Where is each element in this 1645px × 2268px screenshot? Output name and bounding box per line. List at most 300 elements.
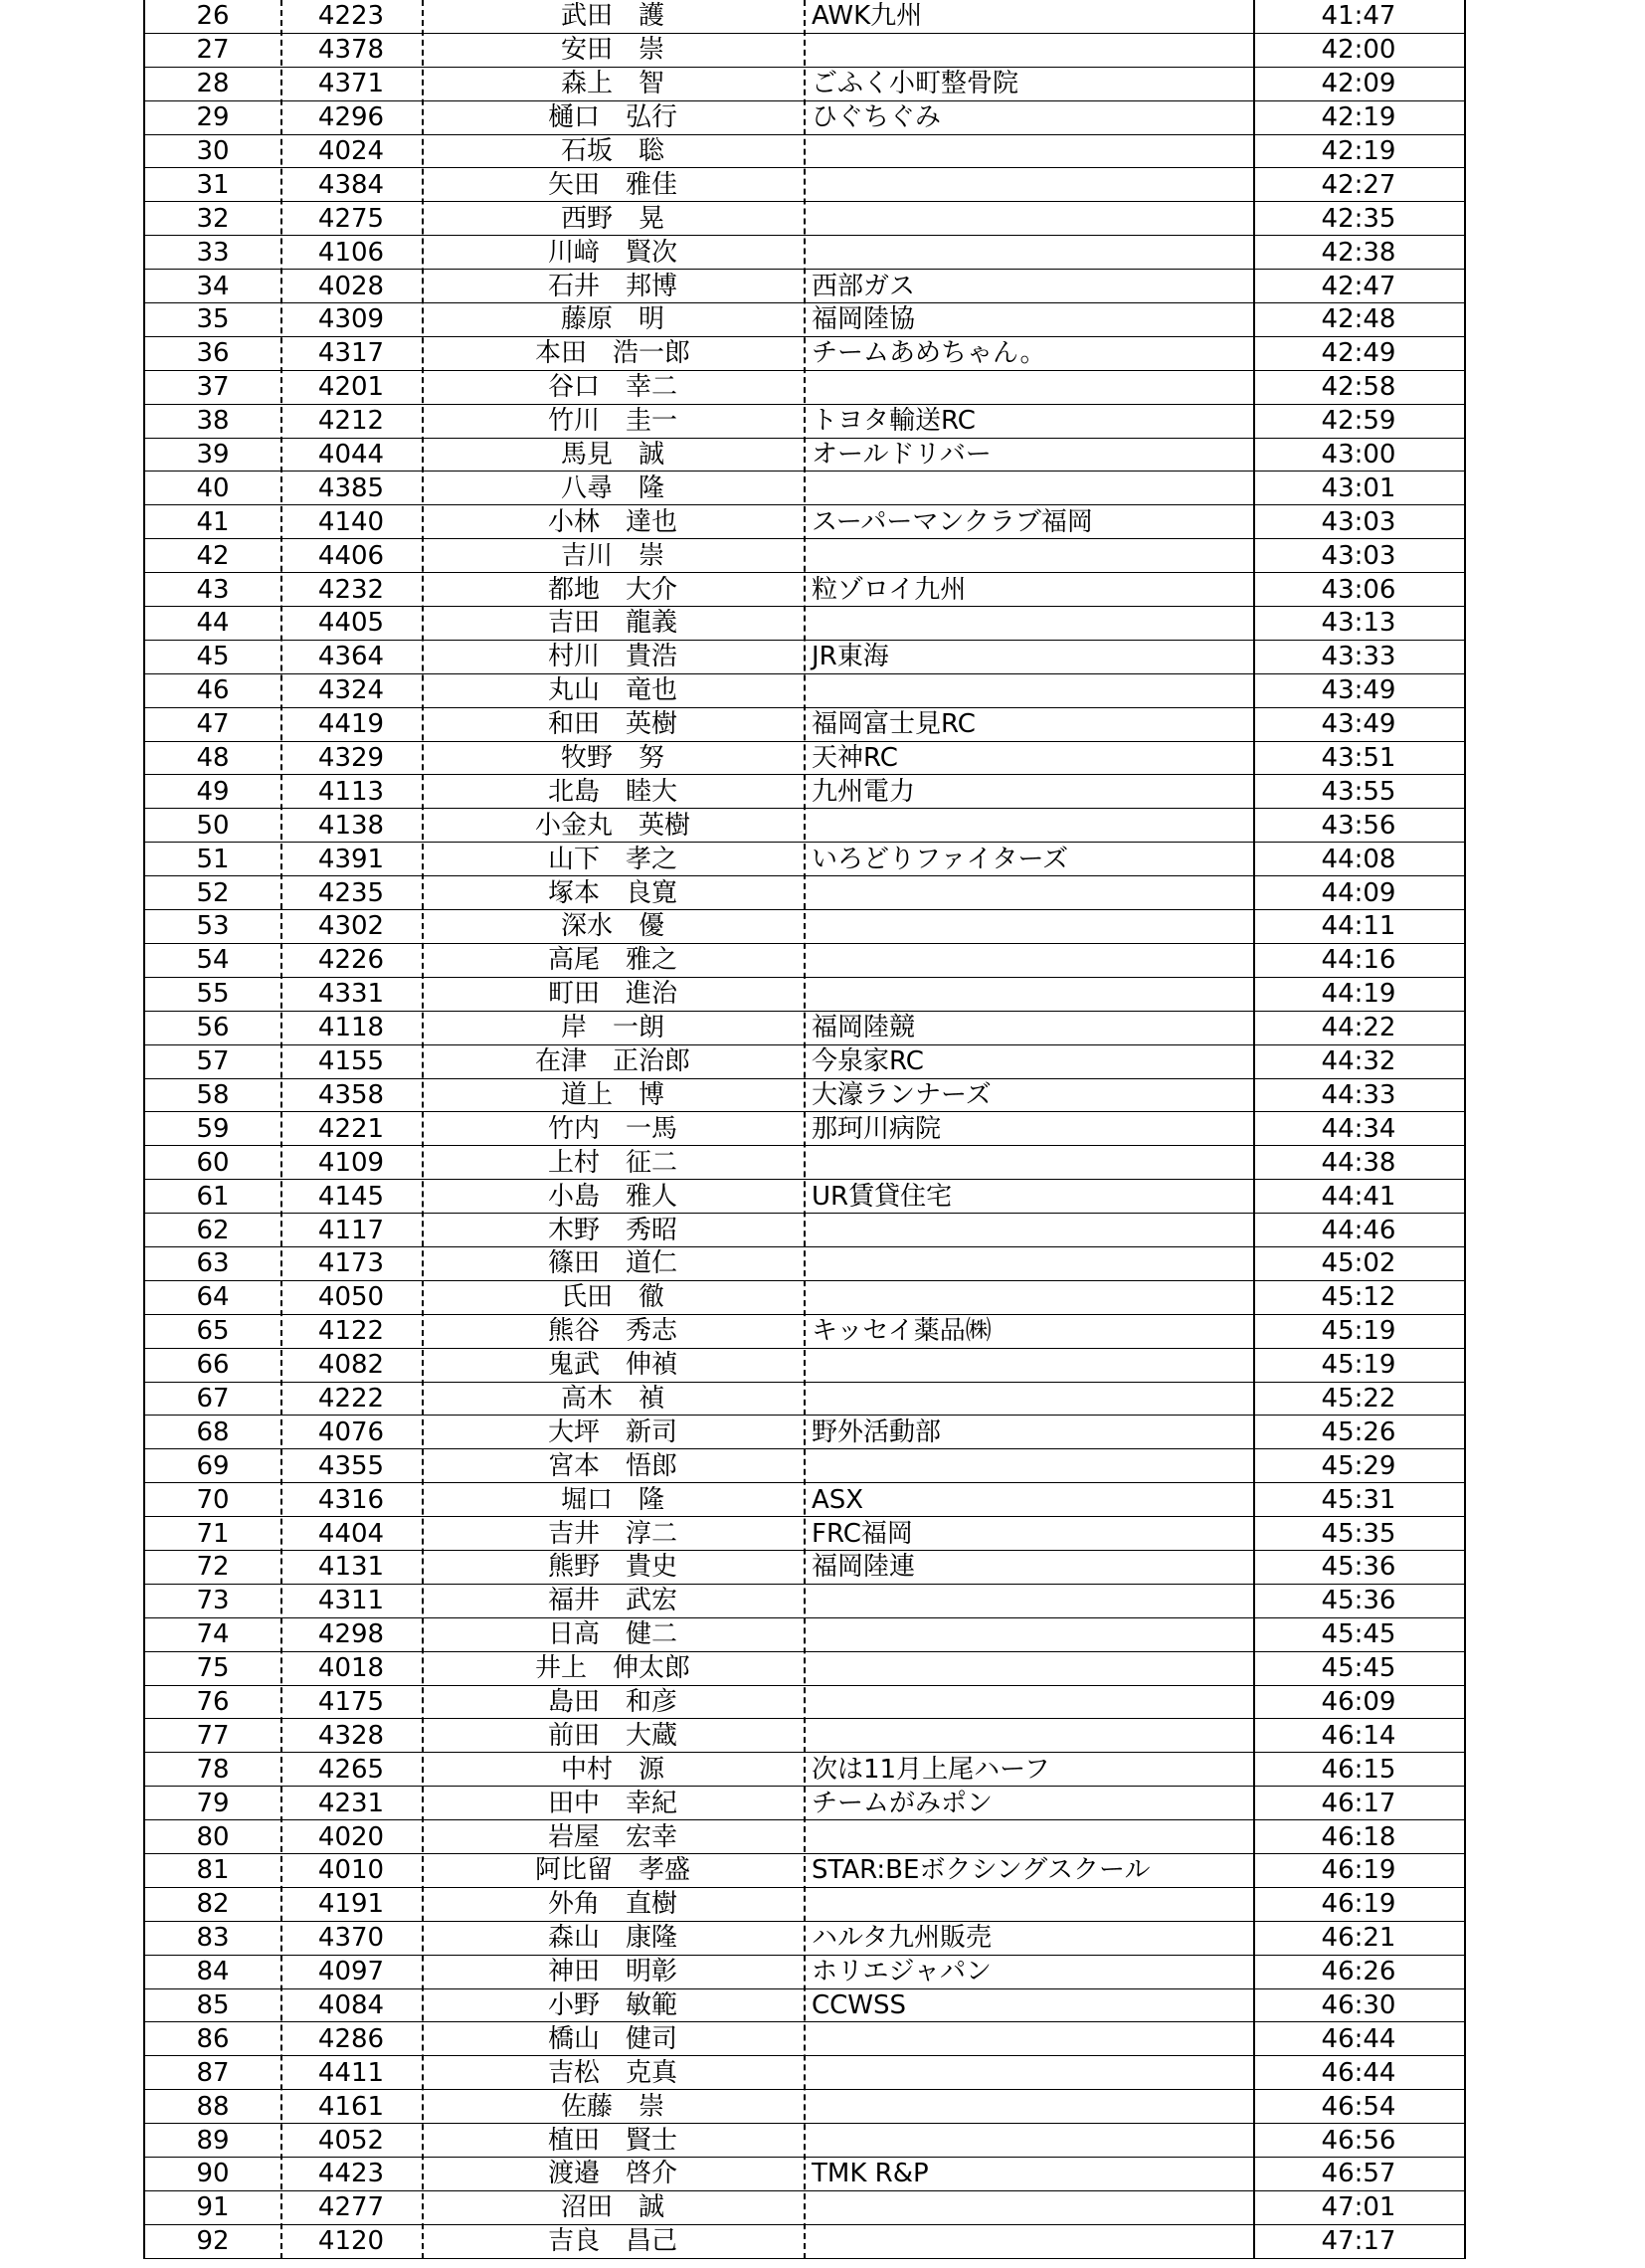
team-cell [804,1888,1253,1921]
team-cell [804,539,1253,572]
team-cell: オールドリバー [812,440,992,471]
rank-cell: 35 [196,304,230,335]
runner-name-cell: 町田 進治 [547,979,677,1010]
runner-name-cell: 木野 秀昭 [547,1215,677,1245]
runner-name-cell: 石井 邦博 [547,271,677,301]
team-cell [804,1652,1253,1685]
table-row [145,1888,1464,1922]
bib-number-cell: 4113 [317,776,385,807]
rank-cell: 71 [196,1518,230,1549]
team-cell [804,607,1253,640]
runner-name-cell: 竹川 圭一 [547,406,677,437]
table-row [145,539,1464,573]
bib-number-cell: 4384 [317,169,385,200]
runner-name-cell: 熊谷 秀志 [547,1316,677,1347]
runner-name-cell: 深水 優 [560,911,664,942]
rank-cell: 89 [196,2125,230,2156]
table-row [145,405,1464,439]
finish-time-cell: 42:47 [1321,271,1396,301]
finish-time-cell: 46:56 [1321,2125,1396,2156]
rank-cell: 77 [196,1720,230,1751]
finish-time-cell: 41:47 [1321,1,1396,32]
table-row [145,1989,1464,2023]
team-cell: 福岡富士見RC [812,709,976,740]
table-row [145,742,1464,776]
bib-number-cell: 4391 [317,844,385,874]
rank-cell: 83 [196,1923,230,1954]
rank-cell: 85 [196,1989,230,2020]
table-row [145,2191,1464,2225]
bib-number-cell: 4020 [317,1821,385,1852]
bib-number-cell: 4117 [317,1215,385,1245]
team-cell [804,910,1253,943]
rank-cell: 81 [196,1855,230,1886]
rank-cell: 63 [196,1248,230,1279]
table-row [145,2124,1464,2158]
finish-time-cell: 46:19 [1321,1855,1396,1886]
team-cell [804,944,1253,977]
table-row [145,1180,1464,1214]
table-row [145,101,1464,135]
runner-name-cell: 和田 英樹 [547,709,677,740]
team-cell: 天神RC [812,743,898,774]
finish-time-cell: 46:21 [1321,1923,1396,1954]
table-row [145,1517,1464,1551]
table-row [145,674,1464,708]
table-row [145,1315,1464,1349]
bib-number-cell: 4221 [317,1113,385,1144]
finish-time-cell: 46:09 [1321,1686,1396,1717]
finish-time-cell: 46:54 [1321,2091,1396,2122]
rank-cell: 32 [196,203,230,234]
bib-number-cell: 4265 [317,1754,385,1785]
rank-cell: 66 [196,1350,230,1381]
team-cell [804,1146,1253,1179]
runner-name-cell: 高尾 雅之 [547,945,677,976]
table-row [145,1483,1464,1517]
rank-cell: 70 [196,1484,230,1515]
runner-name-cell: 宮本 悟郎 [547,1450,677,1481]
rank-cell: 62 [196,1215,230,1245]
finish-time-cell: 42:58 [1321,372,1396,403]
finish-time-cell: 44:46 [1321,1215,1396,1245]
rank-cell: 52 [196,877,230,908]
rank-cell: 42 [196,540,230,571]
finish-time-cell: 43:01 [1321,472,1396,503]
rank-cell: 67 [196,1383,230,1414]
bib-number-cell: 4226 [317,945,385,976]
table-row [145,944,1464,978]
runner-name-cell: 大坪 新司 [547,1417,677,1447]
table-row [145,1247,1464,1281]
bib-number-cell: 4364 [317,642,385,672]
table-row [145,2090,1464,2124]
finish-time-cell: 44:38 [1321,1147,1396,1178]
team-cell: 粒ゾロイ九州 [812,574,967,605]
team-cell [804,1349,1253,1382]
team-cell [804,2022,1253,2055]
team-cell: 今泉家RC [812,1046,924,1077]
runner-name-cell: 西野 晃 [560,203,664,234]
table-row [145,1383,1464,1417]
runner-name-cell: 塚本 良寛 [547,877,677,908]
bib-number-cell: 4050 [317,1282,385,1313]
finish-time-cell: 43:56 [1321,810,1396,841]
runner-name-cell: 前田 大蔵 [547,1720,677,1751]
runner-name-cell: 氏田 徹 [560,1282,664,1313]
finish-time-cell: 44:11 [1321,911,1396,942]
rank-cell: 87 [196,2057,230,2088]
runner-name-cell: 在津 正治郎 [534,1046,690,1077]
runner-name-cell: 植田 賢士 [547,2125,677,2156]
bib-number-cell: 4084 [317,1989,385,2020]
finish-time-cell: 45:19 [1321,1316,1396,1347]
team-cell [804,978,1253,1011]
table-row [145,1956,1464,1989]
team-cell: キッセイ薬品㈱ [812,1316,992,1347]
runner-name-cell: 田中 幸紀 [547,1788,677,1818]
rank-cell: 82 [196,1889,230,1920]
table-row [145,1146,1464,1180]
table-row [145,1112,1464,1146]
bib-number-cell: 4106 [317,237,385,268]
team-cell [804,2191,1253,2224]
team-cell: 大濠ランナーズ [812,1079,992,1110]
rank-cell: 46 [196,675,230,706]
runner-name-cell: 北島 睦大 [547,776,677,807]
table-row [145,843,1464,876]
bib-number-cell: 4231 [317,1788,385,1818]
finish-time-cell: 47:01 [1321,2192,1396,2223]
bib-number-cell: 4406 [317,540,385,571]
team-cell [804,1449,1253,1482]
team-cell: 福岡陸協 [812,304,916,335]
runner-name-cell: 岩屋 宏幸 [547,1821,677,1852]
bib-number-cell: 4275 [317,203,385,234]
runner-name-cell: 都地 大介 [547,574,677,605]
bib-number-cell: 4302 [317,911,385,942]
team-cell: JR東海 [812,642,889,672]
team-cell: 福岡陸連 [812,1552,916,1583]
table-row [145,910,1464,944]
bib-number-cell: 4173 [317,1248,385,1279]
team-cell: ホリエジャパン [812,1957,992,1987]
bib-number-cell: 4223 [317,1,385,32]
runner-name-cell: 安田 崇 [560,35,664,66]
bib-number-cell: 4232 [317,574,385,605]
team-cell: ごふく小町整骨院 [812,69,1019,99]
rank-cell: 74 [196,1619,230,1650]
team-cell [804,1214,1253,1246]
bib-number-cell: 4378 [317,35,385,66]
runner-name-cell: 日高 健二 [547,1619,677,1650]
team-cell: 那珂川病院 [812,1113,942,1144]
table-row [145,2225,1464,2259]
bib-number-cell: 4419 [317,709,385,740]
rank-cell: 59 [196,1113,230,1144]
table-row [145,809,1464,843]
team-cell: 西部ガス [812,271,916,301]
rank-cell: 88 [196,2091,230,2122]
runner-name-cell: 小林 達也 [547,506,677,537]
team-cell: ひぐちぐみ [812,102,942,133]
bib-number-cell: 4370 [317,1923,385,1954]
bib-number-cell: 4145 [317,1181,385,1212]
runner-name-cell: 中村 源 [560,1754,664,1785]
rank-cell: 56 [196,1013,230,1043]
team-cell [804,236,1253,269]
runner-name-cell: 上村 征二 [547,1147,677,1178]
rank-cell: 90 [196,2159,230,2189]
runner-name-cell: 吉井 淳二 [547,1518,677,1549]
bib-number-cell: 4298 [317,1619,385,1650]
bib-number-cell: 4140 [317,506,385,537]
table-row [145,68,1464,101]
runner-name-cell: 八尋 隆 [560,472,664,503]
team-cell: TMK R&P [812,2159,929,2189]
bib-number-cell: 4122 [317,1316,385,1347]
finish-time-cell: 44:16 [1321,945,1396,976]
results-rows [145,0,1464,2259]
bib-number-cell: 4076 [317,1417,385,1447]
runner-name-cell: 武田 護 [560,1,664,32]
table-row [145,1045,1464,1079]
table-row [145,1719,1464,1753]
rank-cell: 69 [196,1450,230,1481]
bib-number-cell: 4385 [317,472,385,503]
team-cell [804,1719,1253,1752]
table-row [145,439,1464,472]
bib-number-cell: 4317 [317,338,385,369]
team-cell [804,34,1253,67]
rank-cell: 45 [196,642,230,672]
rank-cell: 33 [196,237,230,268]
bib-number-cell: 4331 [317,979,385,1010]
bib-number-cell: 4324 [317,675,385,706]
rank-cell: 41 [196,506,230,537]
finish-time-cell: 44:33 [1321,1079,1396,1110]
rank-cell: 55 [196,979,230,1010]
team-cell [804,1281,1253,1314]
finish-time-cell: 45:35 [1321,1518,1396,1549]
finish-time-cell: 43:06 [1321,574,1396,605]
finish-time-cell: 46:44 [1321,2057,1396,2088]
runner-name-cell: 熊野 貴史 [547,1552,677,1583]
runner-name-cell: 吉松 克真 [547,2057,677,2088]
rank-cell: 72 [196,1552,230,1583]
finish-time-cell: 42:35 [1321,203,1396,234]
runner-name-cell: 井上 伸太郎 [534,1653,690,1684]
table-row [145,1349,1464,1383]
runner-name-cell: 福井 武宏 [547,1586,677,1616]
rank-cell: 47 [196,709,230,740]
table-row [145,708,1464,742]
table-row [145,775,1464,809]
bib-number-cell: 4024 [317,136,385,166]
runner-name-cell: 吉川 崇 [560,540,664,571]
rank-cell: 48 [196,743,230,774]
rank-cell: 60 [196,1147,230,1178]
bib-number-cell: 4018 [317,1653,385,1684]
table-row [145,2158,1464,2191]
runner-name-cell: 小金丸 英樹 [534,810,690,841]
table-row [145,34,1464,68]
rank-cell: 29 [196,102,230,133]
finish-time-cell: 47:17 [1321,2226,1396,2257]
rank-cell: 78 [196,1754,230,1785]
runner-name-cell: 小島 雅人 [547,1181,677,1212]
team-cell: チームあめちゃん。 [812,338,1046,369]
runner-name-cell: 谷口 幸二 [547,372,677,403]
team-cell [804,809,1253,842]
finish-time-cell: 43:13 [1321,608,1396,639]
runner-name-cell: 鬼武 伸禎 [547,1350,677,1381]
table-row [145,2022,1464,2056]
bib-number-cell: 4222 [317,1383,385,1414]
rank-cell: 76 [196,1686,230,1717]
rank-cell: 40 [196,472,230,503]
bib-number-cell: 4309 [317,304,385,335]
rank-cell: 86 [196,2023,230,2054]
rank-cell: 26 [196,1,230,32]
finish-time-cell: 43:03 [1321,540,1396,571]
finish-time-cell: 43:55 [1321,776,1396,807]
bib-number-cell: 4212 [317,406,385,437]
team-cell: UR賃貸住宅 [812,1181,953,1212]
rank-cell: 37 [196,372,230,403]
bib-number-cell: 4358 [317,1079,385,1110]
table-row [145,1922,1464,1956]
bib-number-cell: 4328 [317,1720,385,1751]
rank-cell: 34 [196,271,230,301]
team-cell [804,371,1253,404]
rank-cell: 58 [196,1079,230,1110]
finish-time-cell: 43:49 [1321,675,1396,706]
bib-number-cell: 4138 [317,810,385,841]
finish-time-cell: 44:08 [1321,844,1396,874]
runner-name-cell: 佐藤 崇 [560,2091,664,2122]
finish-time-cell: 46:57 [1321,2159,1396,2189]
rank-cell: 30 [196,136,230,166]
finish-time-cell: 45:02 [1321,1248,1396,1279]
finish-time-cell: 42:59 [1321,406,1396,437]
team-cell: ハルタ九州販売 [812,1923,992,1954]
finish-time-cell: 45:36 [1321,1552,1396,1583]
runner-name-cell: 森上 智 [560,69,664,99]
finish-time-cell: 46:17 [1321,1788,1396,1818]
bib-number-cell: 4028 [317,271,385,301]
bib-number-cell: 4411 [317,2057,385,2088]
team-cell: いろどりファイターズ [812,844,1069,874]
runner-name-cell: 樋口 弘行 [547,102,677,133]
finish-time-cell: 46:19 [1321,1889,1396,1920]
runner-name-cell: 牧野 努 [560,743,664,774]
team-cell [804,1618,1253,1651]
table-row [145,1012,1464,1045]
rank-cell: 36 [196,338,230,369]
runner-name-cell: 道上 博 [560,1079,664,1110]
finish-time-cell: 43:00 [1321,440,1396,471]
runner-name-cell: 渡邉 啓介 [547,2159,677,2189]
bib-number-cell: 4316 [317,1484,385,1515]
team-cell: 次は11月上尾ハーフ [812,1754,1050,1785]
runner-name-cell: 沼田 誠 [560,2192,664,2223]
table-row [145,573,1464,607]
runner-name-cell: 篠田 道仁 [547,1248,677,1279]
bib-number-cell: 4329 [317,743,385,774]
runner-name-cell: 本田 浩一郎 [534,338,690,369]
bib-number-cell: 4405 [317,608,385,639]
runner-name-cell: 丸山 竜也 [547,675,677,706]
runner-name-cell: 石坂 聡 [560,136,664,166]
team-cell [804,876,1253,909]
rank-cell: 80 [196,1821,230,1852]
finish-time-cell: 45:19 [1321,1350,1396,1381]
team-cell: 九州電力 [812,776,916,807]
bib-number-cell: 4423 [317,2159,385,2189]
table-row [145,1686,1464,1720]
runner-name-cell: 小野 敏範 [547,1989,677,2020]
finish-time-cell: 43:51 [1321,743,1396,774]
table-row [145,1787,1464,1820]
rank-cell: 75 [196,1653,230,1684]
table-row [145,641,1464,674]
rank-cell: 92 [196,2226,230,2257]
finish-time-cell: 45:45 [1321,1619,1396,1650]
runner-name-cell: 阿比留 孝盛 [534,1855,690,1886]
table-row [145,505,1464,539]
table-row [145,1618,1464,1652]
finish-time-cell: 42:27 [1321,169,1396,200]
finish-time-cell: 45:12 [1321,1282,1396,1313]
runner-name-cell: 橋山 健司 [547,2023,677,2054]
bib-number-cell: 4082 [317,1350,385,1381]
team-cell [804,1820,1253,1853]
rank-cell: 28 [196,69,230,99]
runner-name-cell: 堀口 隆 [560,1484,664,1515]
finish-time-cell: 42:38 [1321,237,1396,268]
rank-cell: 43 [196,574,230,605]
bib-number-cell: 4010 [317,1855,385,1886]
finish-time-cell: 43:03 [1321,506,1396,537]
finish-time-cell: 45:29 [1321,1450,1396,1481]
rank-cell: 64 [196,1282,230,1313]
bib-number-cell: 4371 [317,69,385,99]
team-cell [804,1686,1253,1719]
table-row [145,1551,1464,1585]
finish-time-cell: 45:26 [1321,1417,1396,1447]
rank-cell: 50 [196,810,230,841]
rank-cell: 44 [196,608,230,639]
runner-name-cell: 矢田 雅佳 [547,169,677,200]
runner-name-cell: 神田 明彰 [547,1957,677,1987]
finish-time-cell: 42:48 [1321,304,1396,335]
runner-name-cell: 岸 一朗 [560,1013,664,1043]
bib-number-cell: 4131 [317,1552,385,1583]
team-cell: ASX [812,1484,864,1515]
rank-cell: 57 [196,1046,230,1077]
rank-cell: 84 [196,1957,230,1987]
table-row [145,1214,1464,1247]
table-row [145,1585,1464,1618]
finish-time-cell: 42:19 [1321,136,1396,166]
rank-cell: 61 [196,1181,230,1212]
table-row [145,168,1464,202]
team-cell: CCWSS [812,1989,907,2020]
bib-number-cell: 4161 [317,2091,385,2122]
team-cell [804,2056,1253,2089]
bib-number-cell: 4109 [317,1147,385,1178]
